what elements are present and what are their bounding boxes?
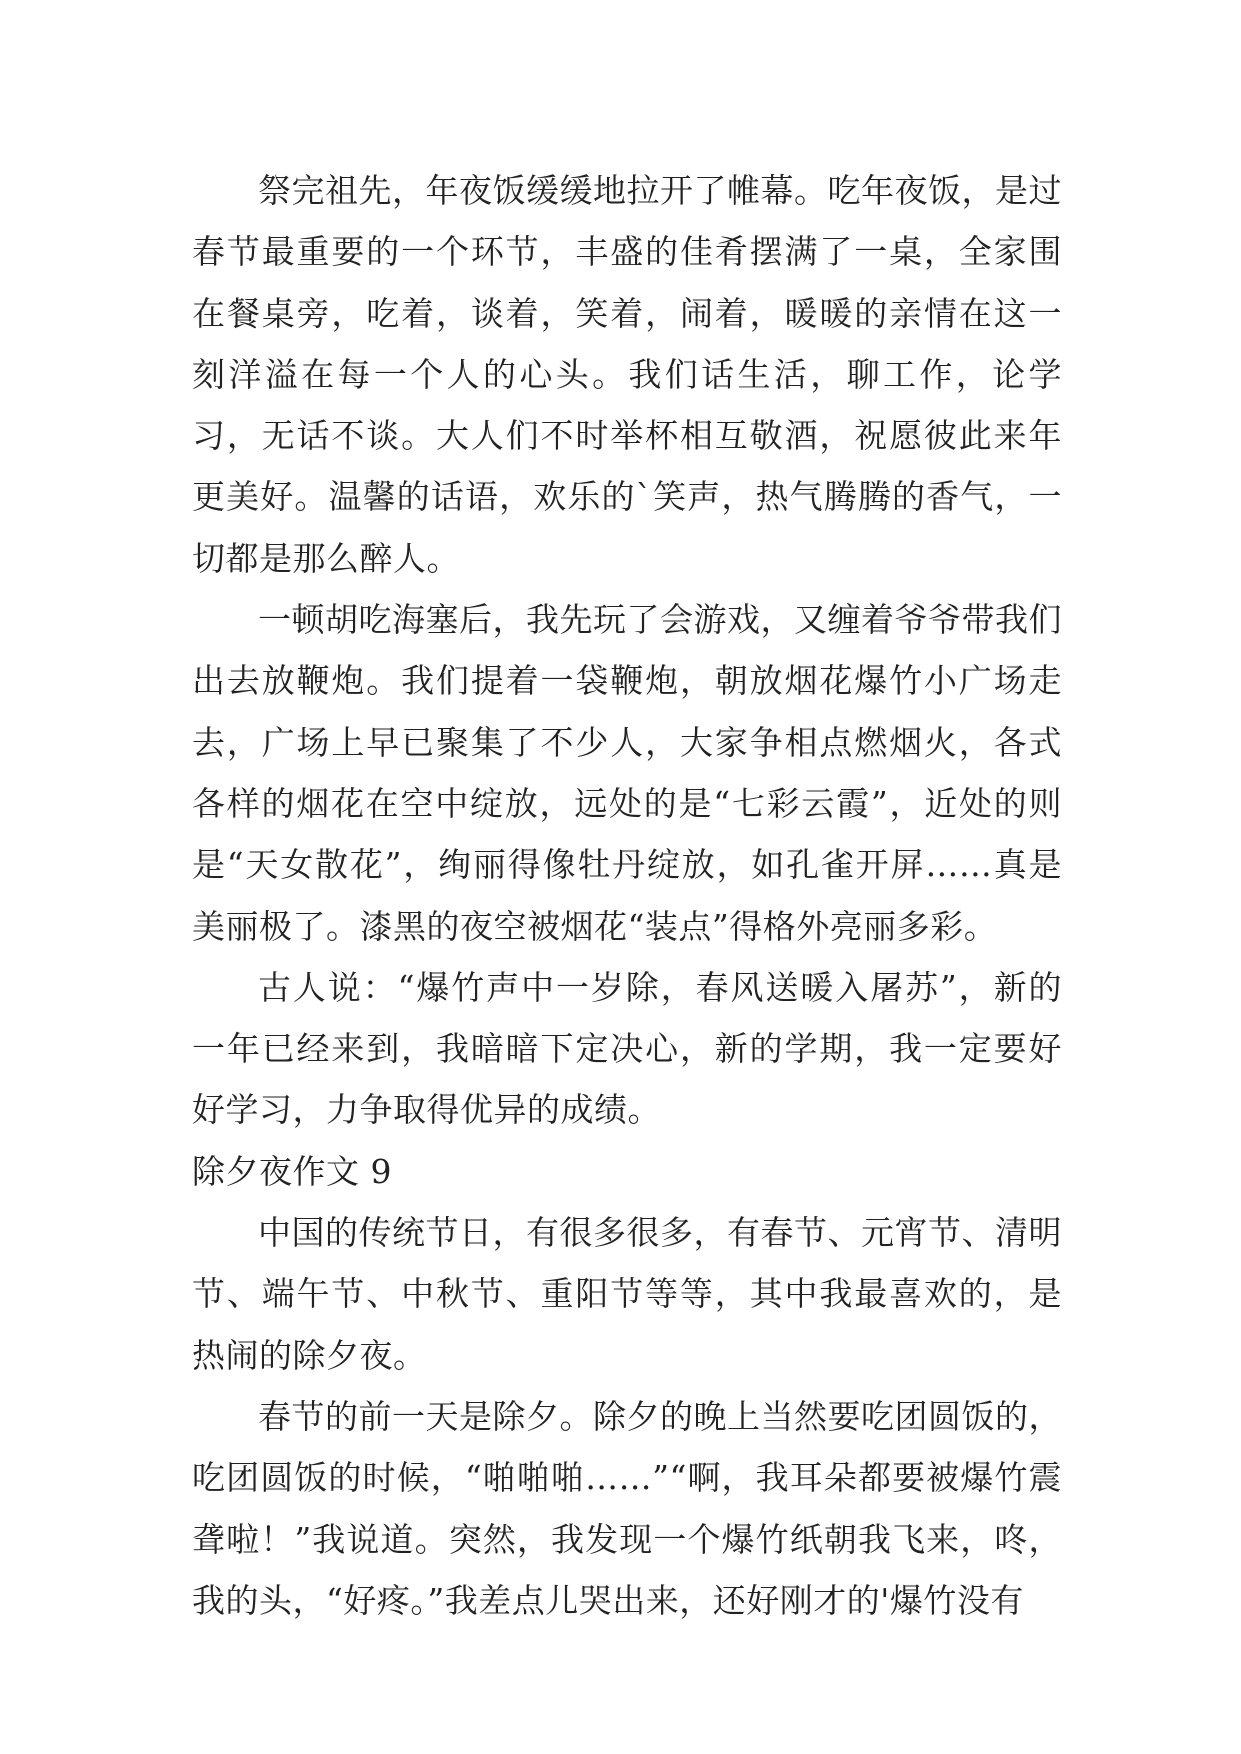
paragraph-new-year-dinner: 祭完祖先，年夜饭缓缓地拉开了帷幕。吃年夜饭，是过春节最重要的一个环节，丰盛的佳肴摆满了一桌，全家围在餐桌旁，吃着，谈着，笑着，闹着，暖暖的亲情在这一刻洋溢在每一个人的心头。我们话生活，聊工作，论学习，无话不谈。大人们不时举杯相互敬酒，祝愿彼此来年更美好。温馨的话语，欢乐的`笑声，热气腾腾的香气，一切都是那么醉人。: [192, 171, 1062, 578]
paragraph-firecrackers: 一顿胡吃海塞后，我先玩了会游戏，又缠着爷爷带我们出去放鞭炮。我们提着一袋鞭炮，朝放烟花爆竹小广场走去，广场上早已聚集了不少人，大家争相点燃烟火，各式各样的烟花在空中绽放，远处的是“七彩云霞”，近处的则是“天女散花”，绚丽得像牡丹绽放，如孔雀开屏……真是美丽极了。漆黑的夜空被烟花“装点”得格外亮丽多彩。: [192, 600, 1062, 946]
section-heading: 除夕夜作文 9: [192, 1151, 392, 1191]
essay-body: [192, 160, 1062, 1631]
paragraph-traditional-festivals: 中国的传统节日，有很多很多，有春节、元宵节、清明节、端午节、中秋节、重阳节等等，其中我最喜欢的，是热闹的除夕夜。: [192, 1213, 1062, 1375]
paragraph-resolution: 古人说：“爆竹声中一岁除，春风送暖入屠苏”，新的一年已经来到，我暗暗下定决心，新的学期，我一定要好好学习，力争取得优异的成绩。: [192, 967, 1062, 1130]
paragraph-reunion-dinner: 春节的前一天是除夕。除夕的晚上当然要吃团圆饭的，吃团圆饭的时候，“啪啪啪……”“啊，我耳朵都要被爆竹震聋啦！”我说道。突然，我发现一个爆竹纸朝我飞来，咚，我的头，“好疼。”我差点儿哭出来，还好刚才的'爆竹没有: [192, 1396, 1062, 1620]
